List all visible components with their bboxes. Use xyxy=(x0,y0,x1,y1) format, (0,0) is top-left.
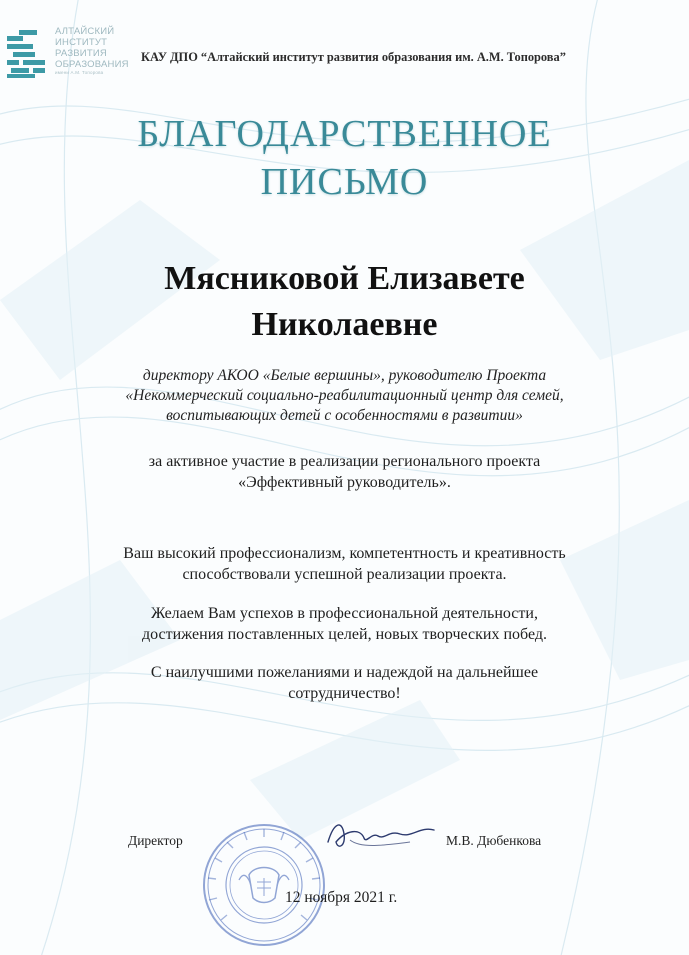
official-seal-stamp xyxy=(199,820,329,950)
paragraph-line: Желаем Вам успехов в профессиональной деятельности, xyxy=(151,605,538,622)
paragraph-line: способствовали успешной реализации проекта. xyxy=(182,566,507,583)
paragraph-line: С наилучшими пожеланиями и надеждой на дальнейшее xyxy=(150,664,539,681)
recipient-role xyxy=(0,366,689,426)
role-line: «Некоммерческий социально-реабилитационный центр для семей, xyxy=(125,387,564,404)
reason-line: за активное участие в реализации регионального проекта xyxy=(148,453,541,470)
paragraph-line: сотрудничество! xyxy=(288,685,401,702)
logo-subline: имени А.М. Топорова xyxy=(55,70,104,75)
role-line: директору АКОО «Белые вершины», руководителю Проекта xyxy=(142,367,547,384)
document-title xyxy=(0,110,689,206)
paragraph-wishes xyxy=(0,603,689,645)
institute-logo-text xyxy=(55,26,133,76)
signatory-position: Директор xyxy=(128,833,183,848)
institute-logo-icon xyxy=(5,28,49,80)
paragraph-line: Ваш высокий профессионализм, компетентность и креативность xyxy=(123,545,566,562)
role-line: воспитывающих детей с особенностями в развитии» xyxy=(166,407,523,424)
recipient-line: Николаевне xyxy=(251,306,438,343)
director-signature xyxy=(320,812,440,857)
logo-line: ОБРАЗОВАНИЯ xyxy=(55,59,129,70)
recipient-line: Мясниковой Елизавете xyxy=(164,260,525,297)
paragraph-professionalism xyxy=(0,543,689,585)
logo-line: РАЗВИТИЯ xyxy=(55,48,107,59)
title-line: БЛАГОДАРСТВЕННОЕ xyxy=(137,113,552,155)
logo-line: ИНСТИТУТ xyxy=(55,37,108,48)
organization-header: КАУ ДПО “Алтайский институт развития образования им. А.М. Топорова” xyxy=(141,50,566,64)
award-reason xyxy=(0,451,689,493)
document-date: 12 ноября 2021 г. xyxy=(285,889,398,906)
reason-line: «Эффективный руководитель». xyxy=(238,474,451,491)
signatory-name: М.В. Дюбенкова xyxy=(446,833,542,848)
recipient-name xyxy=(0,256,689,348)
paragraph-regards xyxy=(0,662,689,704)
title-line: ПИСЬМО xyxy=(260,161,429,203)
logo-line: АЛТАЙСКИЙ xyxy=(55,26,115,37)
paragraph-line: достижения поставленных целей, новых творческих побед. xyxy=(141,626,547,643)
